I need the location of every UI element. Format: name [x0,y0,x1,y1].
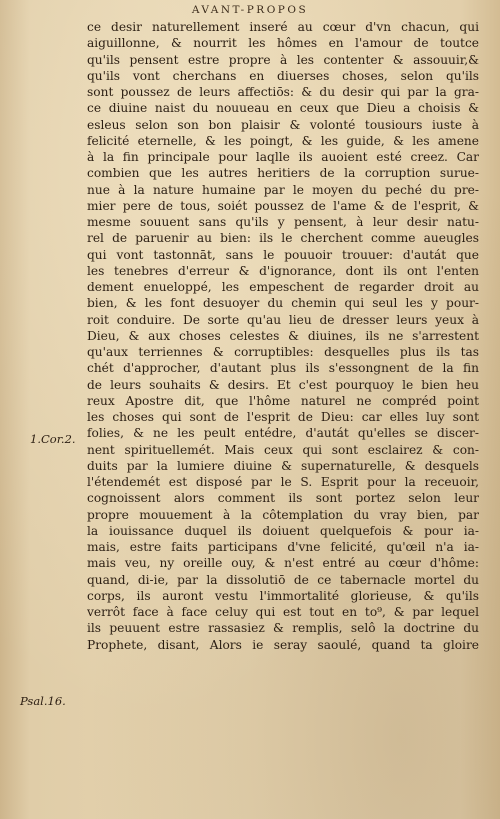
text-line: felicité eternelle, & les poingt, & les guide, & les amene [87,133,479,148]
text-line: chét d'approcher, d'autant plus ils s'essongnent de la fin [87,361,479,376]
text-line: roit conduire. De sorte qu'au lieu de dresser leurs yeux à [87,312,479,327]
text-line: dement enueloppé, les empeschent de regarder droit au [87,280,479,294]
text-line: ils peuuent estre rassasiez & remplis, selô la doctrine du [87,621,479,636]
margin-note-psalm: Psal.16. [20,694,66,708]
text-line: mais, estre faits participans d'vne felicité, qu'œil n'a ia- [87,540,479,554]
text-line: ce diuine naist du nouueau en ceux que Dieu a choisis & [87,101,479,116]
text-line: corps, ils auront vestu l'immortalité glorieuse, & qu'ils [87,588,479,603]
text-line: quand, di-ie, par la dissolutiō de ce tabernacle mortel du [87,572,479,587]
text-line: verrôt face à face celuy qui est tout en to⁹, & par lequel [87,605,479,619]
margin-note-corinthians: 1.Cor.2. [30,432,76,446]
text-line: mier pere de tous, soiét poussez de l'ame & de l'esprit, & [87,198,479,213]
running-head: AVANT-PROPOS [191,4,309,16]
text-line: duits par la lumiere diuine & supernaturelle, & desquels [87,458,479,473]
text-line: les tenebres d'erreur & d'ignorance, dont ils ont l'enten [87,263,479,278]
text-line: sont poussez de leurs affectiōs: & du desir qui par la gra- [87,85,479,99]
text-line: bien, & les font desuoyer du chemin qui seul les y pour- [87,296,479,311]
text-line: ce desir naturellement inseré au cœur d'vn chacun, qui [87,20,479,34]
text-line: nue à la nature humaine par le moyen du peché du pre- [87,182,479,197]
text-line: l'étendemét est disposé par le S. Esprit pour la receuoir, [87,475,479,489]
text-line: à la fin principale pour laqlle ils auoient esté creez. Car [87,150,479,164]
text-line: folies, & ne les peult entédre, d'autát qu'elles se discer- [87,426,479,441]
text-line: Prophete, disant, Alors ie seray saoulé, quand ta gloire [87,637,479,652]
text-line: de leurs souhaits & desirs. Et c'est pourquoy le bien heu [87,377,479,392]
text-line: nent spirituellemét. Mais ceux qui sont esclairez & con- [87,442,479,457]
text-line: qui vont tastonnāt, sans le pouuoir trouuer: d'autát que [87,247,479,262]
text-line: qu'ils pensent estre propre à les contenter & assouuir,& [87,52,479,67]
text-line: la iouissance duquel ils doiuent quelquefois & pour ia- [87,523,479,538]
text-line: cognoissent alors comment ils sont portez selon leur [87,491,479,506]
text-line: rel de paruenir au bien: ils le cherchent comme aueugles [87,231,479,246]
text-line: propre mouuement à la côtemplation du vray bien, par [87,507,479,522]
text-line: combien que les autres heritiers de la corruption surue- [87,166,479,181]
text-line: qu'aux terriennes & corruptibles: desquelles plus ils tas [87,345,479,359]
text-line: esleus selon son bon plaisir & volonté tousiours iuste à [87,117,479,132]
text-line: aiguillonne, & nourrit les hômes en l'amour de toutce [87,36,479,51]
body-text [87,19,479,653]
text-line: les choses qui sont de l'esprit de Dieu: car elles luy sont [87,410,479,424]
text-line: Dieu, & aux choses celestes & diuines, ils ne s'arrestent [87,328,479,343]
text-line: mais veu, ny oreille ouy, & n'est entré au cœur d'hôme: [87,556,479,571]
text-line: reux Apostre dit, que l'hôme naturel ne compréd point [87,393,479,408]
text-line: qu'ils vont cherchans en diuerses choses, selon qu'ils [87,68,479,83]
text-line: mesme souuent sans qu'ils y pensent, à leur desir natu- [87,215,479,229]
